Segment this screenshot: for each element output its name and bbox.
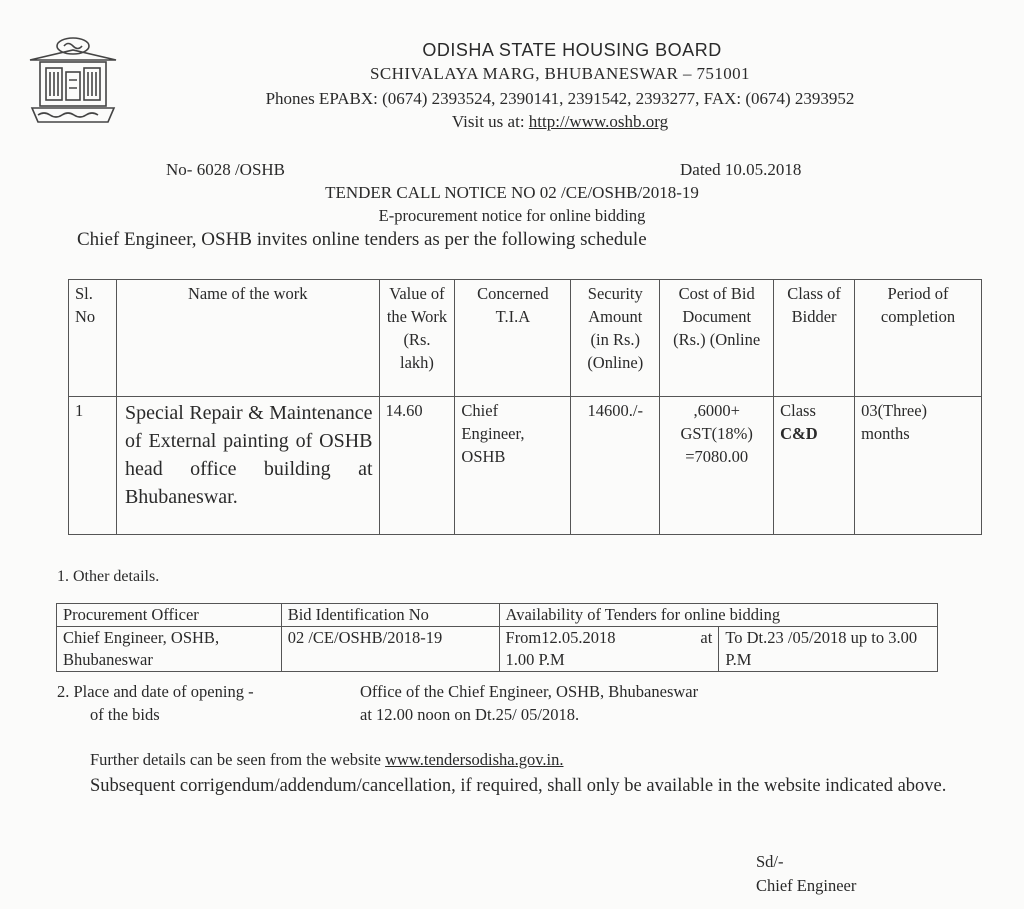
tender-subtitle: E-procurement notice for online bidding bbox=[378, 206, 646, 225]
other-header-availability: Availability of Tenders for online bidding bbox=[499, 604, 937, 627]
col-header-value: Value of the Work (Rs. lakh) bbox=[379, 280, 455, 397]
visit-label: Visit us at: bbox=[451, 112, 525, 131]
opening-value bbox=[360, 680, 698, 726]
opening-value-line1: Office of the Chief Engineer, OSHB, Bhubaneswar bbox=[360, 682, 699, 701]
col-header-cost: Cost of Bid Document (Rs.) (Online bbox=[660, 280, 774, 397]
schedule-table bbox=[68, 279, 982, 535]
opening-label bbox=[57, 680, 254, 726]
cell-tia: Chief Engineer, OSHB bbox=[455, 397, 571, 535]
cell-to: To Dt.23 /05/2018 up to 3.00 P.M bbox=[719, 627, 938, 672]
notice-date: Dated 10.05.2018 bbox=[680, 160, 802, 179]
opening-label-line1: 2. Place and date of opening - bbox=[57, 682, 254, 701]
cell-security: 14600./- bbox=[571, 397, 660, 535]
table-row bbox=[69, 397, 982, 535]
intro-text: Chief Engineer, OSHB invites online tenders as per the following schedule bbox=[77, 229, 647, 250]
signature: Sd/- bbox=[756, 852, 784, 871]
other-header-bid: Bid Identification No bbox=[281, 604, 499, 627]
from-at: at bbox=[700, 628, 713, 647]
table-row bbox=[57, 627, 938, 672]
further-prefix: Further details can be seen from the website bbox=[90, 750, 386, 769]
signatory-designation: Chief Engineer bbox=[756, 876, 857, 895]
cell-bid-id: 02 /CE/OSHB/2018-19 bbox=[281, 627, 499, 672]
class-value: C&D bbox=[780, 424, 818, 443]
opening-label-line2: of the bids bbox=[90, 705, 160, 724]
opening-value-line2: at 12.00 noon on Dt.25/ 05/2018. bbox=[360, 705, 580, 724]
other-details-label: 1. Other details. bbox=[57, 568, 160, 585]
cell-work: Special Repair & Maintenance of External painting of OSHB head office building at Bhubaneswar. bbox=[116, 397, 379, 535]
cell-officer: Chief Engineer, OSHB, Bhubaneswar bbox=[57, 627, 282, 672]
notice-number: No- 6028 /OSHB bbox=[166, 160, 286, 179]
col-header-work: Name of the work bbox=[116, 280, 379, 397]
cell-class bbox=[774, 397, 855, 535]
other-details-table bbox=[56, 603, 938, 672]
cell-sl: 1 bbox=[69, 397, 117, 535]
other-header-officer: Procurement Officer bbox=[57, 604, 282, 627]
col-header-class: Class of Bidder bbox=[774, 280, 855, 397]
cell-period: 03(Three) months bbox=[855, 397, 982, 535]
subsequent-note: Subsequent corrigendum/addendum/cancellation, if required, shall only be available in the website indicated above. bbox=[90, 776, 947, 796]
table-header-row bbox=[69, 280, 982, 397]
cell-cost: ,6000+ GST(18%) =7080.00 bbox=[660, 397, 774, 535]
org-name: ODISHA STATE HOUSING BOARD bbox=[422, 40, 722, 60]
signature-block bbox=[756, 850, 856, 898]
org-phones: Phones EPABX: (0674) 2393524, 2390141, 2391542, 2393277, FAX: (0674) 2393952 bbox=[265, 89, 855, 108]
further-details bbox=[90, 750, 564, 770]
col-header-period: Period of completion bbox=[855, 280, 982, 397]
col-header-tia: Concerned T.I.A bbox=[455, 280, 571, 397]
org-address: SCHIVALAYA MARG, BHUBANESWAR – 751001 bbox=[370, 64, 750, 83]
org-website-line bbox=[120, 112, 1000, 132]
cell-from bbox=[499, 627, 719, 672]
from-date: From12.05.2018 bbox=[505, 628, 616, 647]
class-label: Class bbox=[780, 401, 816, 420]
col-header-security: Security Amount (in Rs.) (Online) bbox=[571, 280, 660, 397]
website-link[interactable]: http://www.oshb.org bbox=[528, 112, 669, 131]
tenders-website-link[interactable]: www.tendersodisha.gov.in. bbox=[385, 750, 564, 769]
from-time: 1.00 P.M bbox=[505, 650, 565, 669]
col-header-sl: Sl. No bbox=[69, 280, 117, 397]
other-header-row bbox=[57, 604, 938, 627]
cell-value: 14.60 bbox=[379, 397, 455, 535]
tender-title: TENDER CALL NOTICE NO 02 /CE/OSHB/2018-19 bbox=[325, 183, 699, 202]
